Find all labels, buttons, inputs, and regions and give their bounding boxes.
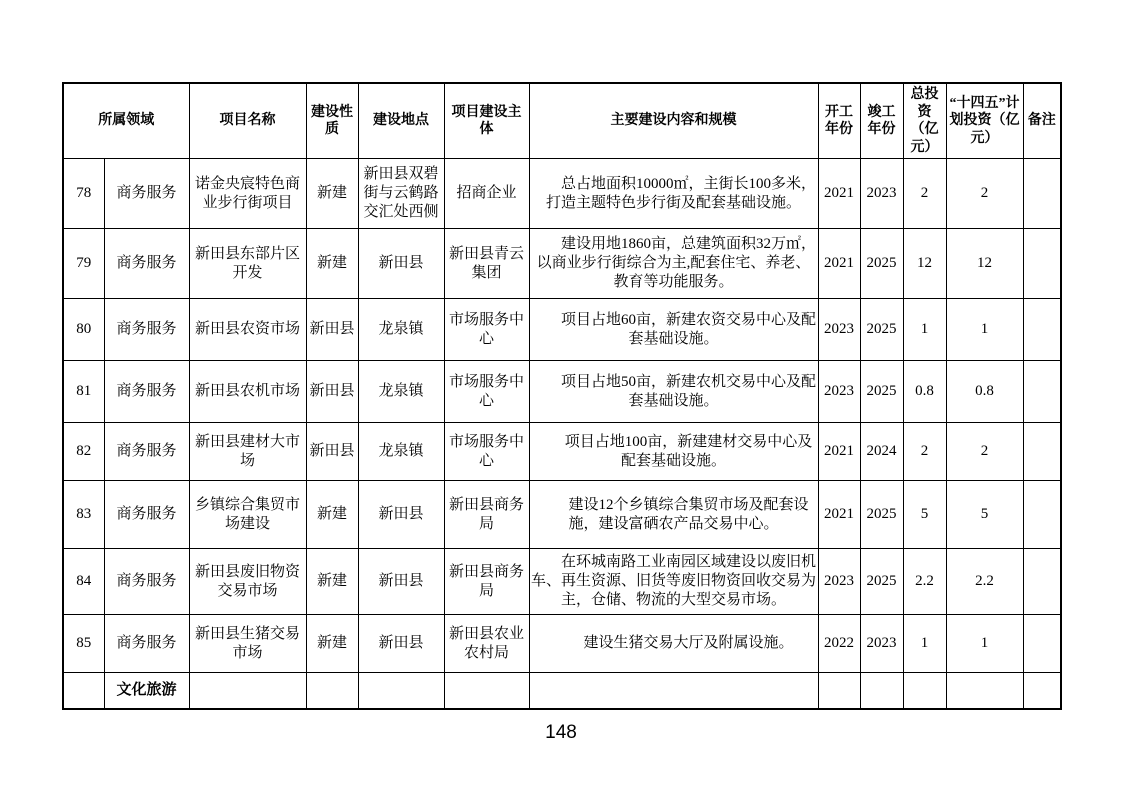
cell-end-year: 2024 (860, 423, 903, 481)
cell-content: 项目占地100亩，新建建材交易中心及配套基础设施。 (529, 423, 818, 481)
cell-total-investment: 5 (903, 481, 946, 549)
cell-end-year: 2025 (860, 229, 903, 299)
cell-end-year: 2025 (860, 299, 903, 361)
header-location: 建设地点 (358, 83, 444, 159)
cell-nature: 新田县 (306, 299, 358, 361)
header-end-year: 竣工年份 (860, 83, 903, 159)
cell-row-number: 80 (63, 299, 104, 361)
projects-table (62, 82, 1062, 710)
cell-nature: 新建 (306, 481, 358, 549)
cell-project-name: 新田县生猪交易市场 (189, 615, 306, 673)
cell-total-investment: 2 (903, 159, 946, 229)
cell-total-investment: 1 (903, 299, 946, 361)
cell-row-number: 82 (63, 423, 104, 481)
cell-nature: 新建 (306, 549, 358, 615)
cell-location: 龙泉镇 (358, 299, 444, 361)
cell-entity: 招商企业 (444, 159, 529, 229)
header-row (63, 83, 1061, 159)
cell-field: 商务服务 (104, 549, 189, 615)
cell-remark (1023, 159, 1061, 229)
header-entity: 项目建设主体 (444, 83, 529, 159)
cell-field: 商务服务 (104, 229, 189, 299)
cell-nature: 新建 (306, 159, 358, 229)
table-row (63, 361, 1061, 423)
cell-nature (306, 673, 358, 709)
cell-end-year: 2025 (860, 361, 903, 423)
section-row-culture-tourism (63, 673, 1061, 709)
cell-start-year: 2023 (818, 299, 860, 361)
cell-project-name (189, 673, 306, 709)
cell-location: 新田县 (358, 549, 444, 615)
table-row (63, 423, 1061, 481)
cell-project-name: 新田县废旧物资交易市场 (189, 549, 306, 615)
cell-remark (1023, 299, 1061, 361)
cell-field: 商务服务 (104, 423, 189, 481)
cell-entity: 新田县商务局 (444, 549, 529, 615)
header-field: 所属领域 (63, 83, 189, 159)
cell-location: 龙泉镇 (358, 423, 444, 481)
cell-field: 商务服务 (104, 299, 189, 361)
cell-project-name: 乡镇综合集贸市场建设 (189, 481, 306, 549)
header-project-name: 项目名称 (189, 83, 306, 159)
cell-location: 新田县双碧街与云鹤路交汇处西侧 (358, 159, 444, 229)
table-row (63, 481, 1061, 549)
cell-plan-investment: 0.8 (946, 361, 1023, 423)
cell-total-investment: 12 (903, 229, 946, 299)
cell-plan-investment (946, 673, 1023, 709)
cell-content: 建设生猪交易大厅及附属设施。 (529, 615, 818, 673)
header-nature: 建设性质 (306, 83, 358, 159)
cell-total-investment (903, 673, 946, 709)
cell-field: 商务服务 (104, 481, 189, 549)
cell-plan-investment: 2.2 (946, 549, 1023, 615)
table-row (63, 229, 1061, 299)
cell-content: 建设12个乡镇综合集贸市场及配套设施，建设富硒农产品交易中心。 (529, 481, 818, 549)
cell-entity: 市场服务中心 (444, 361, 529, 423)
cell-total-investment: 0.8 (903, 361, 946, 423)
cell-total-investment: 2 (903, 423, 946, 481)
cell-project-name: 新田县东部片区开发 (189, 229, 306, 299)
cell-row-number: 78 (63, 159, 104, 229)
cell-row-number: 83 (63, 481, 104, 549)
cell-plan-investment: 2 (946, 159, 1023, 229)
cell-content: 建设用地1860亩，总建筑面积32万㎡，以商业步行街综合为主,配套住宅、养老、教育等功能服务。 (529, 229, 818, 299)
cell-row-number: 79 (63, 229, 104, 299)
cell-content: 在环城南路工业南园区域建设以废旧机车、再生资源、旧货等废旧物资回收交易为主，仓储、物流的大型交易市场。 (529, 549, 818, 615)
header-remark: 备注 (1023, 83, 1061, 159)
cell-start-year: 2021 (818, 229, 860, 299)
table-row (63, 615, 1061, 673)
cell-content (529, 673, 818, 709)
cell-remark (1023, 549, 1061, 615)
cell-remark (1023, 615, 1061, 673)
cell-row-number (63, 673, 104, 709)
cell-project-name: 诺金央宸特色商业步行街项目 (189, 159, 306, 229)
cell-end-year: 2023 (860, 159, 903, 229)
cell-start-year (818, 673, 860, 709)
cell-content: 项目占地50亩，新建农机交易中心及配套基础设施。 (529, 361, 818, 423)
cell-location: 新田县 (358, 481, 444, 549)
cell-start-year: 2023 (818, 549, 860, 615)
cell-plan-investment: 1 (946, 615, 1023, 673)
cell-entity (444, 673, 529, 709)
cell-content: 项目占地60亩，新建农资交易中心及配套基础设施。 (529, 299, 818, 361)
cell-entity: 新田县农业农村局 (444, 615, 529, 673)
cell-entity: 市场服务中心 (444, 423, 529, 481)
cell-project-name: 新田县建材大市场 (189, 423, 306, 481)
cell-location: 龙泉镇 (358, 361, 444, 423)
cell-nature: 新建 (306, 615, 358, 673)
cell-project-name: 新田县农资市场 (189, 299, 306, 361)
header-plan-investment: “十四五”计划投资（亿元） (946, 83, 1023, 159)
cell-row-number: 84 (63, 549, 104, 615)
cell-plan-investment: 1 (946, 299, 1023, 361)
cell-remark (1023, 229, 1061, 299)
cell-field: 商务服务 (104, 361, 189, 423)
cell-end-year: 2025 (860, 549, 903, 615)
header-start-year: 开工年份 (818, 83, 860, 159)
table-row (63, 159, 1061, 229)
cell-plan-investment: 2 (946, 423, 1023, 481)
table-row (63, 299, 1061, 361)
cell-remark (1023, 423, 1061, 481)
cell-end-year: 2023 (860, 615, 903, 673)
table-row (63, 549, 1061, 615)
cell-start-year: 2021 (818, 159, 860, 229)
cell-remark (1023, 361, 1061, 423)
page-number: 148 (545, 722, 577, 743)
cell-start-year: 2022 (818, 615, 860, 673)
cell-entity: 新田县商务局 (444, 481, 529, 549)
cell-location: 新田县 (358, 615, 444, 673)
cell-project-name: 新田县农机市场 (189, 361, 306, 423)
cell-content: 总占地面积10000㎡，主街长100多米，打造主题特色步行街及配套基础设施。 (529, 159, 818, 229)
projects-table-container (62, 82, 1060, 710)
cell-start-year: 2023 (818, 361, 860, 423)
header-content: 主要建设内容和规模 (529, 83, 818, 159)
cell-end-year: 2025 (860, 481, 903, 549)
cell-plan-investment: 5 (946, 481, 1023, 549)
cell-field: 商务服务 (104, 159, 189, 229)
cell-entity: 新田县青云集团 (444, 229, 529, 299)
cell-remark (1023, 673, 1061, 709)
cell-row-number: 81 (63, 361, 104, 423)
cell-field: 商务服务 (104, 615, 189, 673)
cell-remark (1023, 481, 1061, 549)
cell-total-investment: 2.2 (903, 549, 946, 615)
cell-location (358, 673, 444, 709)
cell-location: 新田县 (358, 229, 444, 299)
cell-end-year (860, 673, 903, 709)
cell-total-investment: 1 (903, 615, 946, 673)
header-total-investment: 总投资（亿元） (903, 83, 946, 159)
cell-start-year: 2021 (818, 423, 860, 481)
cell-row-number: 85 (63, 615, 104, 673)
cell-plan-investment: 12 (946, 229, 1023, 299)
cell-nature: 新田县 (306, 361, 358, 423)
cell-section-label: 文化旅游 (104, 673, 189, 709)
cell-start-year: 2021 (818, 481, 860, 549)
cell-nature: 新建 (306, 229, 358, 299)
cell-entity: 市场服务中心 (444, 299, 529, 361)
cell-nature: 新田县 (306, 423, 358, 481)
